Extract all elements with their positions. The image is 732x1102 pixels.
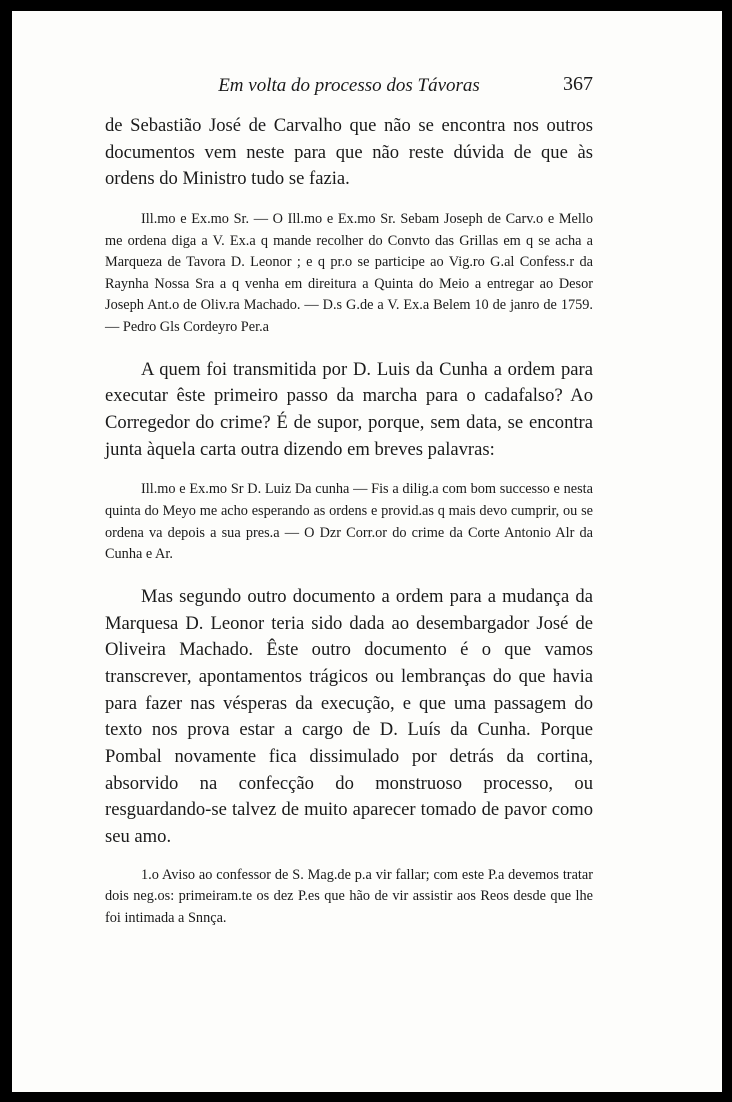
quoted-note-1: 1.o Aviso ao confessor de S. Mag.de p.a vir fallar; com este P.a devemos tratar dois neg.os: primeiram.te os dez P.es que hão de vir assistir aos Reos desde que lhe foi intimada a Snnça. <box>105 866 593 927</box>
paragraph-continuation: de Sebastião José de Carvalho que não se encontra nos outros documentos vem neste para que não reste dúvida de que às ordens do Ministro tudo se fazia. <box>105 115 593 190</box>
paragraph-2: A quem foi transmitida por D. Luis da Cunha a ordem para executar êste primeiro passo da marcha para o cadafalso? Ao Corregedor do crime? É de supor, porque, sem data, se encontra junta àquela carta outra dizendo em breves palavras: <box>105 358 593 460</box>
running-head <box>105 73 593 103</box>
paragraph-3: Mas segundo outro documento a ordem para a mudança da Marquesa D. Leonor teria sido dada ao desembargador José de Oliveira Machado. Êste outro documento é o que vamos transcrever, apontamentos trágicos ou lembranças do que havia para fazer nas vésperas da execução, e que uma passagem do texto nos prova estar a cargo de D. Luís da Cunha. Porque Pombal novamente fica dissimulado por detrás da cortina, absorvido na confecção do monstruoso processo, ou resguardando-se talvez de muito aparecer tomado de pavor como seu amo. <box>105 585 593 848</box>
page-content <box>105 73 593 930</box>
running-title: Em volta do processo dos Távoras <box>218 75 480 96</box>
page-number: 367 <box>563 73 593 95</box>
quoted-letter-1: Ill.mo e Ex.mo Sr. — O Ill.mo e Ex.mo Sr. Sebam Joseph de Carv.o e Mello me ordena diga a V. Ex.a q mande recolher do Convto das Grillas em q se acha a Marqueza de Tavora D. Leonor ; e q pr.o se participe ao Vig.ro G.al Confess.r da Raynha Nossa Sra a q venha em direitura a Quinta do Meio a entregar ao Desor Joseph Ant.o de Oliv.ra Machado. — D.s G.de a V. Ex.a Belem 10 de janro de 1759. — Pedro Gls Cordeyro Per.a <box>105 211 593 336</box>
page <box>12 11 722 1092</box>
quoted-letter-2: Ill.mo e Ex.mo Sr D. Luiz Da cunha — Fis a dilig.a com bom successo e nesta quinta do Meyo me acho esperando as ordens e provid.as q mais devo cumprir, ou se ordena va depois a sua pres.a — O Dzr Corr.or do crime da Corte Antonio Alr da Cunha e Ar. <box>105 481 593 563</box>
